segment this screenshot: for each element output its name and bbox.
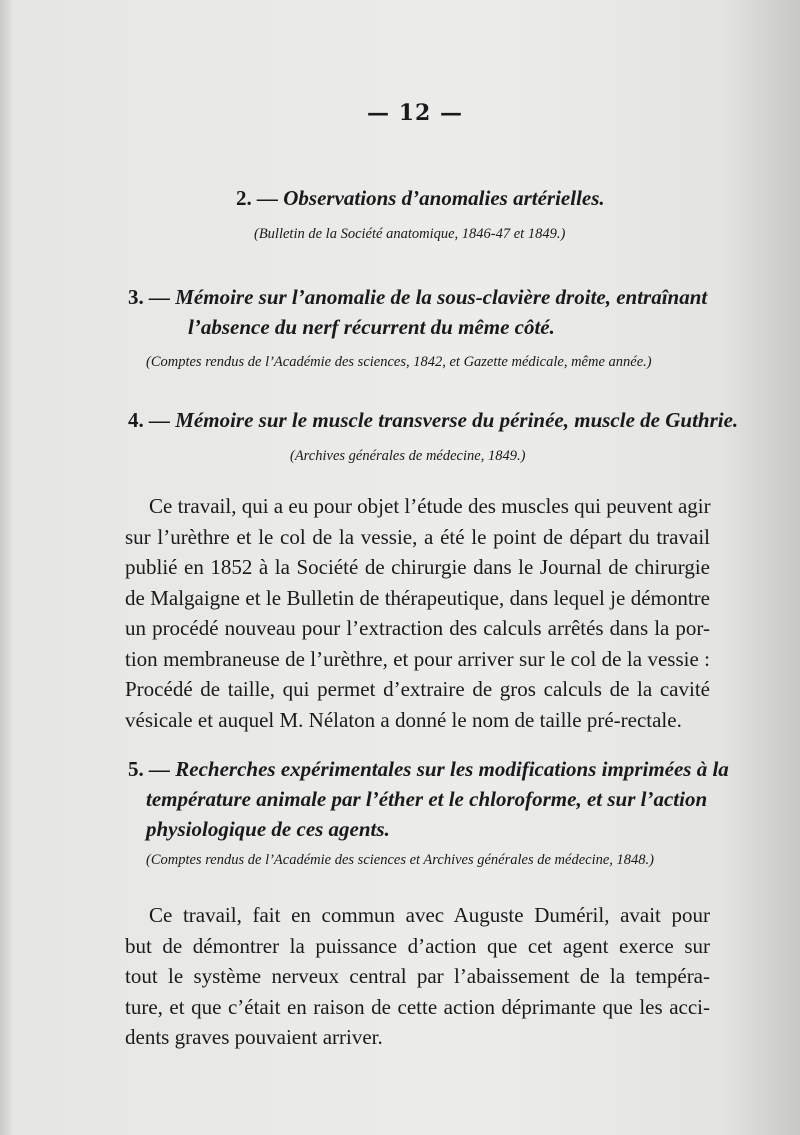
entry-3-source: (Comptes rendus de l’Académie des sciences, 1842, et Gazette médicale, même année.) [146, 354, 652, 370]
entry-5-title [128, 757, 729, 782]
paragraph-1 [125, 491, 710, 735]
entry-2-source: (Bulletin de la Société anatomique, 1846-47 et 1849.) [254, 226, 566, 242]
paragraph-1-line: Ce travail, qui a eu pour objet l’étude des muscles qui peuvent agir [149, 494, 711, 518]
paragraph-1-line: un procédé nouveau pour l’extraction des calculs arrêtés dans la por- [125, 616, 710, 640]
paragraph-1-line: publié en 1852 à la Société de chirurgie dans le Journal de chirurgie [125, 555, 710, 579]
entry-3-title-line-1: — Mémoire sur l’anomalie de la sous-clavière droite, entraînant [149, 285, 708, 309]
entry-5-title-line-3: physiologique de ces agents. [146, 817, 390, 841]
paragraph-1-line: vésicale et auquel M. Nélaton a donné le nom de taille pré-rectale. [125, 707, 682, 732]
paragraph-1-line: tion membraneuse de l’urèthre, et pour arriver sur le col de la vessie : [125, 646, 710, 671]
entry-2-number: 2. [236, 186, 252, 210]
entry-3-number: 3. [128, 285, 144, 309]
entry-5-title-line-1: — Recherches expérimentales sur les modifications imprimées à la [149, 757, 729, 781]
entry-2-title [236, 186, 605, 211]
paragraph-2-line: dents graves pouvaient arriver. [125, 1025, 383, 1049]
entry-4-title [128, 408, 738, 433]
entry-2-title-line: — Observations d’anomalies artérielles. [257, 186, 605, 210]
entry-3-title [128, 285, 707, 310]
entry-3-title-line-2: l’absence du nerf récurrent du même côté. [188, 315, 555, 339]
paragraph-2-line: Ce travail, fait en commun avec Auguste Duméril, avait pour [149, 903, 710, 927]
entry-4-number: 4. [128, 408, 144, 432]
entry-5-number: 5. [128, 757, 144, 781]
paragraph-2-line: tout le système nerveux central par l’abaissement de la tempéra- [125, 964, 710, 988]
paragraph-1-line: de Malgaigne et le Bulletin de thérapeutique, dans lequel je démontre [125, 585, 710, 610]
entry-4-source: (Archives générales de médecine, 1849.) [290, 448, 526, 464]
page-number: — 12 — [367, 100, 463, 126]
paragraph-1-line: Procédé de taille, qui permet d’extraire de gros calculs de la cavité [125, 677, 710, 701]
paragraph-2 [125, 900, 710, 1053]
paragraph-2-line: ture, et que c’était en raison de cette action déprimante que les acci- [125, 994, 710, 1019]
entry-5-source: (Comptes rendus de l’Académie des sciences et Archives générales de médecine, 1848.) [146, 852, 655, 868]
paragraph-1-line: sur l’urèthre et le col de la vessie, a été le point de départ du travail [125, 524, 710, 549]
entry-5-title-line-2: température animale par l’éther et le chloroforme, et sur l’action [146, 787, 708, 811]
entry-4-title-line: — Mémoire sur le muscle transverse du périnée, muscle de Guthrie. [149, 408, 739, 432]
paragraph-2-line: but de démontrer la puissance d’action que cet agent exerce sur [125, 933, 710, 958]
